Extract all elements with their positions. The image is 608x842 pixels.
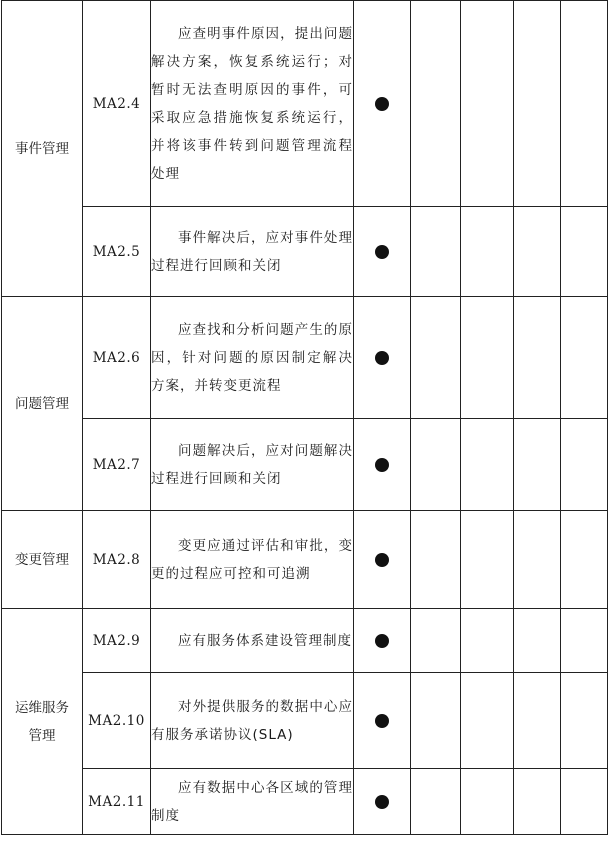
empty-cell — [514, 297, 561, 419]
category-label: 问题管理 — [15, 395, 69, 412]
empty-cell — [514, 419, 561, 511]
empty-cell — [411, 511, 461, 609]
empty-cell — [411, 673, 461, 769]
empty-cell — [461, 511, 514, 609]
applicability-cell — [354, 673, 411, 769]
clause-code: MA2.4 — [83, 1, 151, 207]
empty-cell — [561, 297, 608, 419]
applicability-cell — [354, 511, 411, 609]
table-row — [2, 673, 608, 769]
clause-code: MA2.10 — [83, 673, 151, 769]
filled-dot-icon — [375, 714, 389, 728]
empty-cell — [411, 419, 461, 511]
clause-code: MA2.9 — [83, 609, 151, 673]
empty-cell — [411, 207, 461, 297]
empty-cell — [461, 419, 514, 511]
empty-cell — [514, 207, 561, 297]
clause-code: MA2.7 — [83, 419, 151, 511]
applicability-cell — [354, 769, 411, 835]
clause-code: MA2.11 — [83, 769, 151, 835]
applicability-cell — [354, 609, 411, 673]
empty-cell — [461, 609, 514, 673]
empty-cell — [514, 1, 561, 207]
empty-cell — [461, 297, 514, 419]
empty-cell — [411, 769, 461, 835]
empty-cell — [561, 673, 608, 769]
category-cell — [2, 1, 83, 297]
clause-code: MA2.5 — [83, 207, 151, 297]
empty-cell — [461, 207, 514, 297]
requirement-text: 应有服务体系建设管理制度 — [151, 609, 354, 673]
applicability-cell — [354, 207, 411, 297]
applicability-cell — [354, 419, 411, 511]
filled-dot-icon — [375, 634, 389, 648]
category-cell — [2, 511, 83, 609]
filled-dot-icon — [375, 351, 389, 365]
empty-cell — [461, 673, 514, 769]
table-row — [2, 1, 608, 207]
table-row — [2, 769, 608, 835]
requirement-text: 变更应通过评估和审批，变更的过程应可控和可追溯 — [151, 511, 354, 609]
category-label: 事件管理 — [15, 140, 69, 157]
filled-dot-icon — [375, 458, 389, 472]
empty-cell — [561, 609, 608, 673]
empty-cell — [514, 609, 561, 673]
table-row — [2, 511, 608, 609]
empty-cell — [411, 1, 461, 207]
empty-cell — [561, 769, 608, 835]
empty-cell — [561, 419, 608, 511]
clause-code: MA2.8 — [83, 511, 151, 609]
applicability-cell — [354, 1, 411, 207]
empty-cell — [514, 769, 561, 835]
table-row — [2, 609, 608, 673]
category-label: 运维服务管理 — [15, 699, 69, 744]
filled-dot-icon — [375, 795, 389, 809]
table-row — [2, 297, 608, 419]
requirement-text: 对外提供服务的数据中心应有服务承诺协议(SLA) — [151, 673, 354, 769]
requirement-text: 应查找和分析问题产生的原因，针对问题的原因制定解决方案，并转变更流程 — [151, 297, 354, 419]
clause-code: MA2.6 — [83, 297, 151, 419]
filled-dot-icon — [375, 97, 389, 111]
requirement-text: 事件解决后，应对事件处理过程进行回顾和关闭 — [151, 207, 354, 297]
empty-cell — [561, 1, 608, 207]
empty-cell — [561, 207, 608, 297]
table-row — [2, 419, 608, 511]
requirement-text: 应有数据中心各区域的管理制度 — [151, 769, 354, 835]
applicability-cell — [354, 297, 411, 419]
empty-cell — [411, 297, 461, 419]
empty-cell — [514, 511, 561, 609]
empty-cell — [461, 1, 514, 207]
empty-cell — [561, 511, 608, 609]
requirements-table — [1, 0, 608, 835]
filled-dot-icon — [375, 553, 389, 567]
category-cell — [2, 609, 83, 835]
filled-dot-icon — [375, 245, 389, 259]
empty-cell — [461, 769, 514, 835]
requirement-text: 应查明事件原因，提出问题解决方案，恢复系统运行；对暂时无法查明原因的事件，可采取应急措施恢复系统运行，并将该事件转到问题管理流程处理 — [151, 1, 354, 207]
table-row — [2, 207, 608, 297]
empty-cell — [514, 673, 561, 769]
requirement-text: 问题解决后，应对问题解决过程进行回顾和关闭 — [151, 419, 354, 511]
category-cell — [2, 297, 83, 511]
empty-cell — [411, 609, 461, 673]
category-label: 变更管理 — [15, 551, 69, 568]
